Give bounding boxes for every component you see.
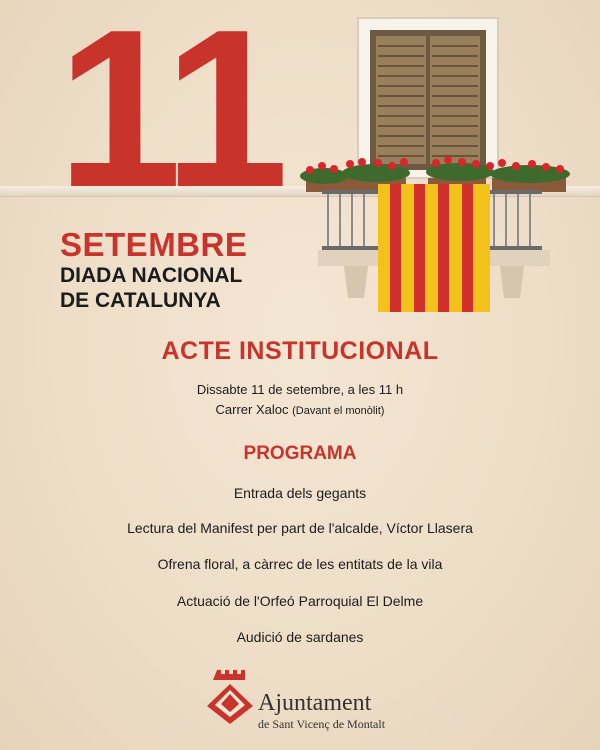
balcony-flag-illustration bbox=[288, 0, 600, 320]
location-note: (Davant el monòlit) bbox=[292, 405, 385, 417]
program-item: Audició de sardanes bbox=[236, 629, 364, 645]
event-title: ACTE INSTITUCIONAL bbox=[161, 337, 439, 365]
org-name: Ajuntament bbox=[258, 690, 372, 716]
event-location bbox=[0, 402, 600, 417]
subtitle-line: DE CATALUNYA bbox=[60, 289, 221, 312]
org-place: de Sant Vicenç de Montalt bbox=[258, 717, 386, 731]
coat-of-arms-icon bbox=[205, 666, 255, 726]
subtitle-line: DIADA NACIONAL bbox=[60, 264, 243, 287]
program-title: PROGRAMA bbox=[243, 443, 357, 464]
month-title: SETEMBRE bbox=[60, 226, 248, 263]
diada-subtitle bbox=[60, 263, 242, 313]
program-item: Ofrena floral, a càrrec de les entitats de la vila bbox=[157, 556, 443, 572]
event-date-time: Dissabte 11 de setembre, a les 11 h bbox=[196, 382, 404, 397]
location-street: Carrer Xaloc bbox=[215, 402, 289, 417]
program-item: Entrada dels gegants bbox=[233, 485, 367, 501]
day-number: 11 bbox=[57, 0, 283, 234]
program-item: Actuació de l'Orfeó Parroquial El Delme bbox=[176, 593, 424, 609]
program-item: Lectura del Manifest per part de l'alcalde, Víctor Llasera bbox=[127, 520, 473, 536]
